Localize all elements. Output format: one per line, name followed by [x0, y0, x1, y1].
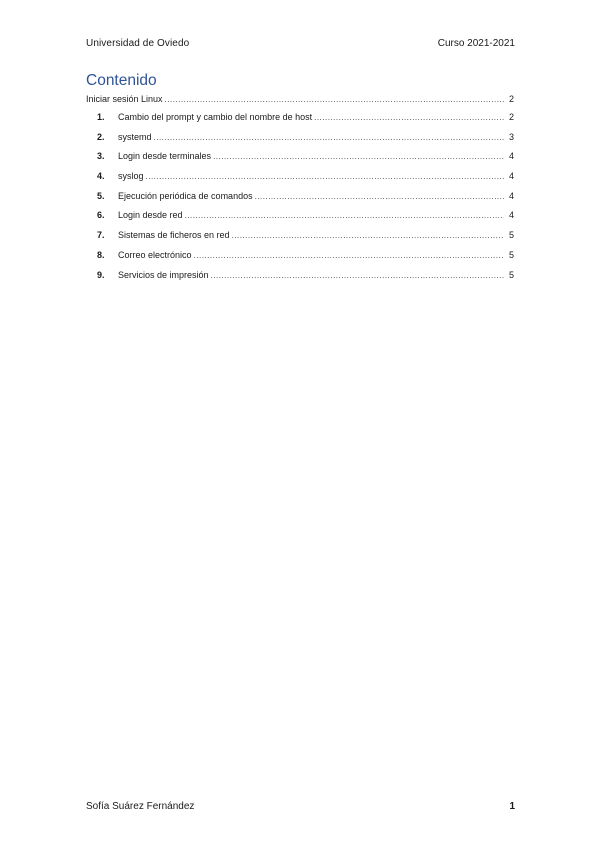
toc-entry-page: 4	[508, 210, 514, 221]
toc-entry-number: 6.	[97, 210, 105, 221]
table-of-contents	[86, 94, 514, 289]
header-institution: Universidad de Oviedo	[86, 38, 190, 49]
toc-leader-dots	[213, 152, 504, 161]
toc-entry-page: 4	[508, 151, 514, 162]
toc-entry-label: Login desde red	[118, 210, 183, 221]
toc-entry-page: 5	[508, 269, 514, 280]
toc-leader-dots	[194, 251, 504, 260]
toc-entry-number: 3.	[97, 151, 105, 162]
toc-entry-number: 2.	[97, 131, 105, 142]
toc-title: Contenido	[86, 72, 157, 89]
toc-leader-dots	[165, 95, 504, 104]
toc-entry-number: 7.	[97, 230, 105, 241]
toc-leader-dots	[232, 231, 504, 240]
toc-entry-label: Iniciar sesión Linux	[86, 94, 163, 104]
toc-entry-8[interactable]	[86, 250, 514, 270]
toc-entry-6[interactable]	[86, 210, 514, 230]
toc-entry-label: Correo electrónico	[118, 249, 192, 260]
toc-leader-dots	[185, 211, 504, 220]
toc-entry-page: 4	[508, 190, 514, 201]
toc-entry-number: 4.	[97, 171, 105, 182]
toc-leader-dots	[255, 192, 504, 201]
toc-entry-page: 5	[508, 249, 514, 260]
toc-entry-label: Cambio del prompt y cambio del nombre de host	[118, 112, 313, 122]
toc-entry-number: 5.	[97, 190, 105, 201]
toc-entry-number: 9.	[97, 269, 105, 280]
toc-entry-top[interactable]	[86, 94, 514, 112]
toc-entry-number: 1.	[97, 112, 105, 122]
footer-page-number: 1	[509, 801, 515, 812]
footer-author: Sofía Suárez Fernández	[86, 801, 195, 812]
toc-leader-dots	[146, 172, 504, 181]
toc-entry-page: 5	[508, 230, 514, 241]
toc-entry-page: 2	[508, 94, 514, 104]
toc-entry-page: 2	[508, 112, 514, 122]
toc-entry-4[interactable]	[86, 171, 514, 191]
header-course: Curso 2021-2021	[437, 38, 515, 49]
toc-entry-page: 4	[508, 171, 514, 182]
toc-entry-3[interactable]	[86, 151, 514, 171]
toc-entry-label: Ejecución periódica de comandos	[118, 190, 253, 201]
toc-leader-dots	[154, 133, 504, 142]
toc-entry-number: 8.	[97, 249, 105, 260]
toc-leader-dots	[211, 271, 504, 280]
toc-entry-label: systemd	[118, 131, 152, 142]
toc-entry-page: 3	[508, 131, 514, 142]
toc-entry-label: syslog	[118, 171, 144, 182]
toc-entry-2[interactable]	[86, 132, 514, 152]
toc-entry-label: Login desde terminales	[118, 151, 212, 162]
toc-entry-7[interactable]	[86, 230, 514, 250]
toc-entry-1[interactable]	[86, 112, 514, 132]
toc-entry-5[interactable]	[86, 191, 514, 211]
toc-leader-dots	[314, 113, 504, 122]
toc-entry-label: Servicios de impresión	[118, 269, 209, 280]
toc-entry-9[interactable]	[86, 270, 514, 290]
toc-entry-label: Sistemas de ficheros en red	[118, 230, 230, 241]
